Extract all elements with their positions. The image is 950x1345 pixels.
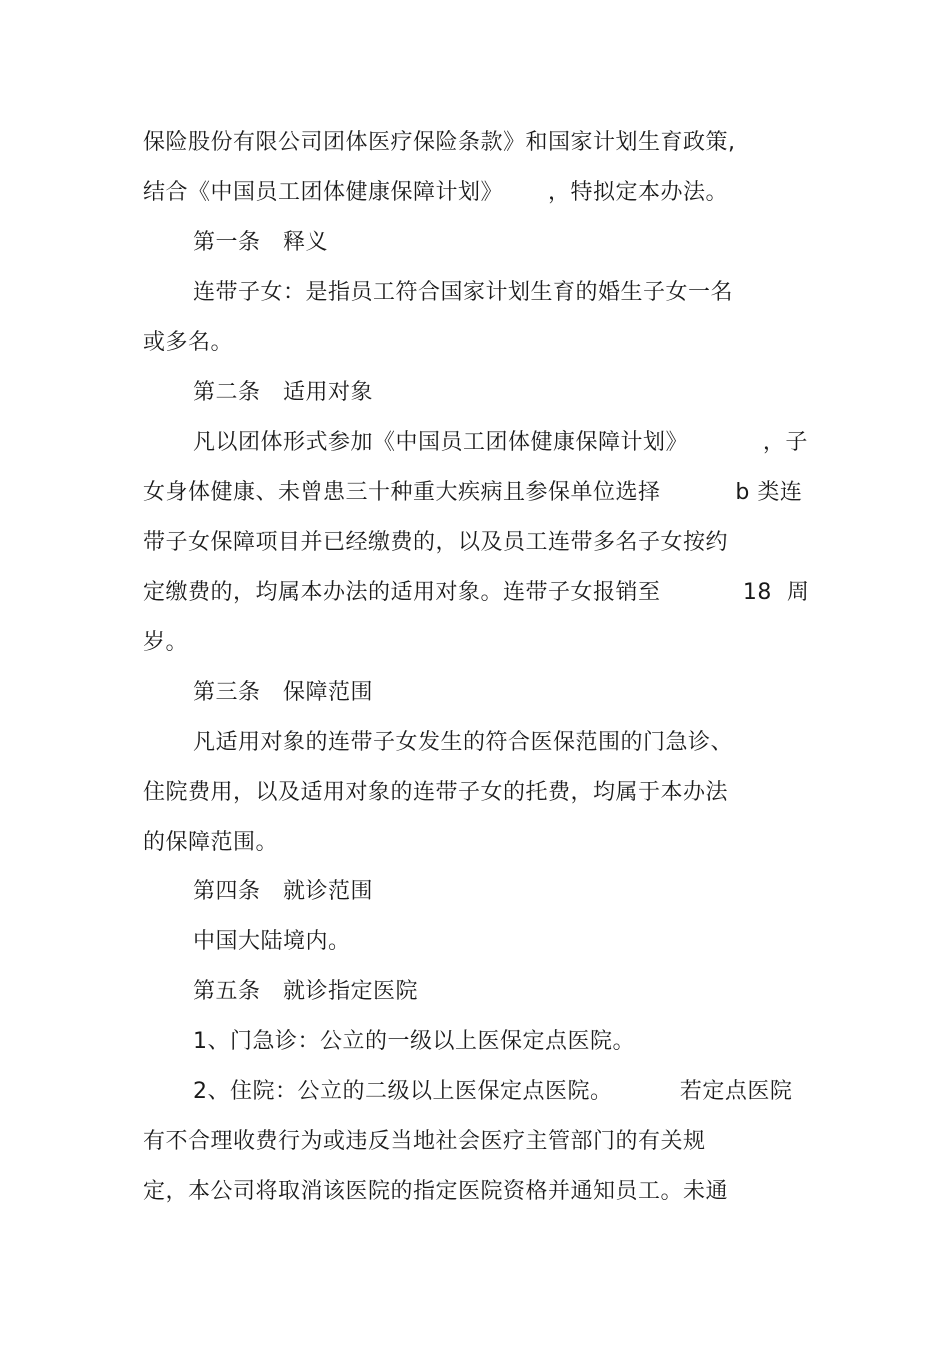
text-line: 的保障范围。 bbox=[143, 830, 279, 855]
text-line: 1、门急诊：公立的一级以上医保定点医院。 bbox=[193, 1029, 635, 1054]
text-line: 连带子女：是指员工符合国家计划生育的婚生子女一名 bbox=[193, 280, 734, 305]
text-line: 或多名。 bbox=[143, 330, 234, 355]
text-line: 2、住院：公立的二级以上医保定点医院。 若定点医院 bbox=[193, 1079, 793, 1104]
text-line: 岁。 bbox=[143, 630, 189, 655]
text-line: 保险股份有限公司团体医疗保险条款》和国家计划生育政策, bbox=[143, 130, 736, 155]
text-line: 结合《中国员工团体健康保障计划》 ，特拟定本办法。 bbox=[143, 180, 728, 205]
section-heading: 第五条 就诊指定医院 bbox=[193, 979, 418, 1004]
section-heading: 第一条 释义 bbox=[193, 230, 328, 255]
section-heading: 第四条 就诊范围 bbox=[193, 879, 373, 904]
section-heading: 第二条 适用对象 bbox=[193, 380, 373, 405]
text-line: 带子女保障项目并已经缴费的，以及员工连带多名子女按约 bbox=[143, 530, 729, 555]
text-line: 凡以团体形式参加《中国员工团体健康保障计划》 ，子 bbox=[193, 430, 808, 455]
text-line: 女身体健康、未曾患三十种重大疾病且参保单位选择 b 类连 bbox=[143, 480, 803, 505]
text-line: 凡适用对象的连带子女发生的符合医保范围的门急诊、 bbox=[193, 730, 734, 755]
text-line: 定，本公司将取消该医院的指定医院资格并通知员工。未通 bbox=[143, 1179, 729, 1204]
text-line: 中国大陆境内。 bbox=[193, 929, 351, 954]
text-line: 定缴费的，均属本办法的适用对象。连带子女报销至 18 周 bbox=[143, 580, 810, 605]
text-line: 有不合理收费行为或违反当地社会医疗主管部门的有关规 bbox=[143, 1129, 706, 1154]
section-heading: 第三条 保障范围 bbox=[193, 680, 373, 705]
text-line: 住院费用，以及适用对象的连带子女的托费，均属于本办法 bbox=[143, 780, 729, 805]
